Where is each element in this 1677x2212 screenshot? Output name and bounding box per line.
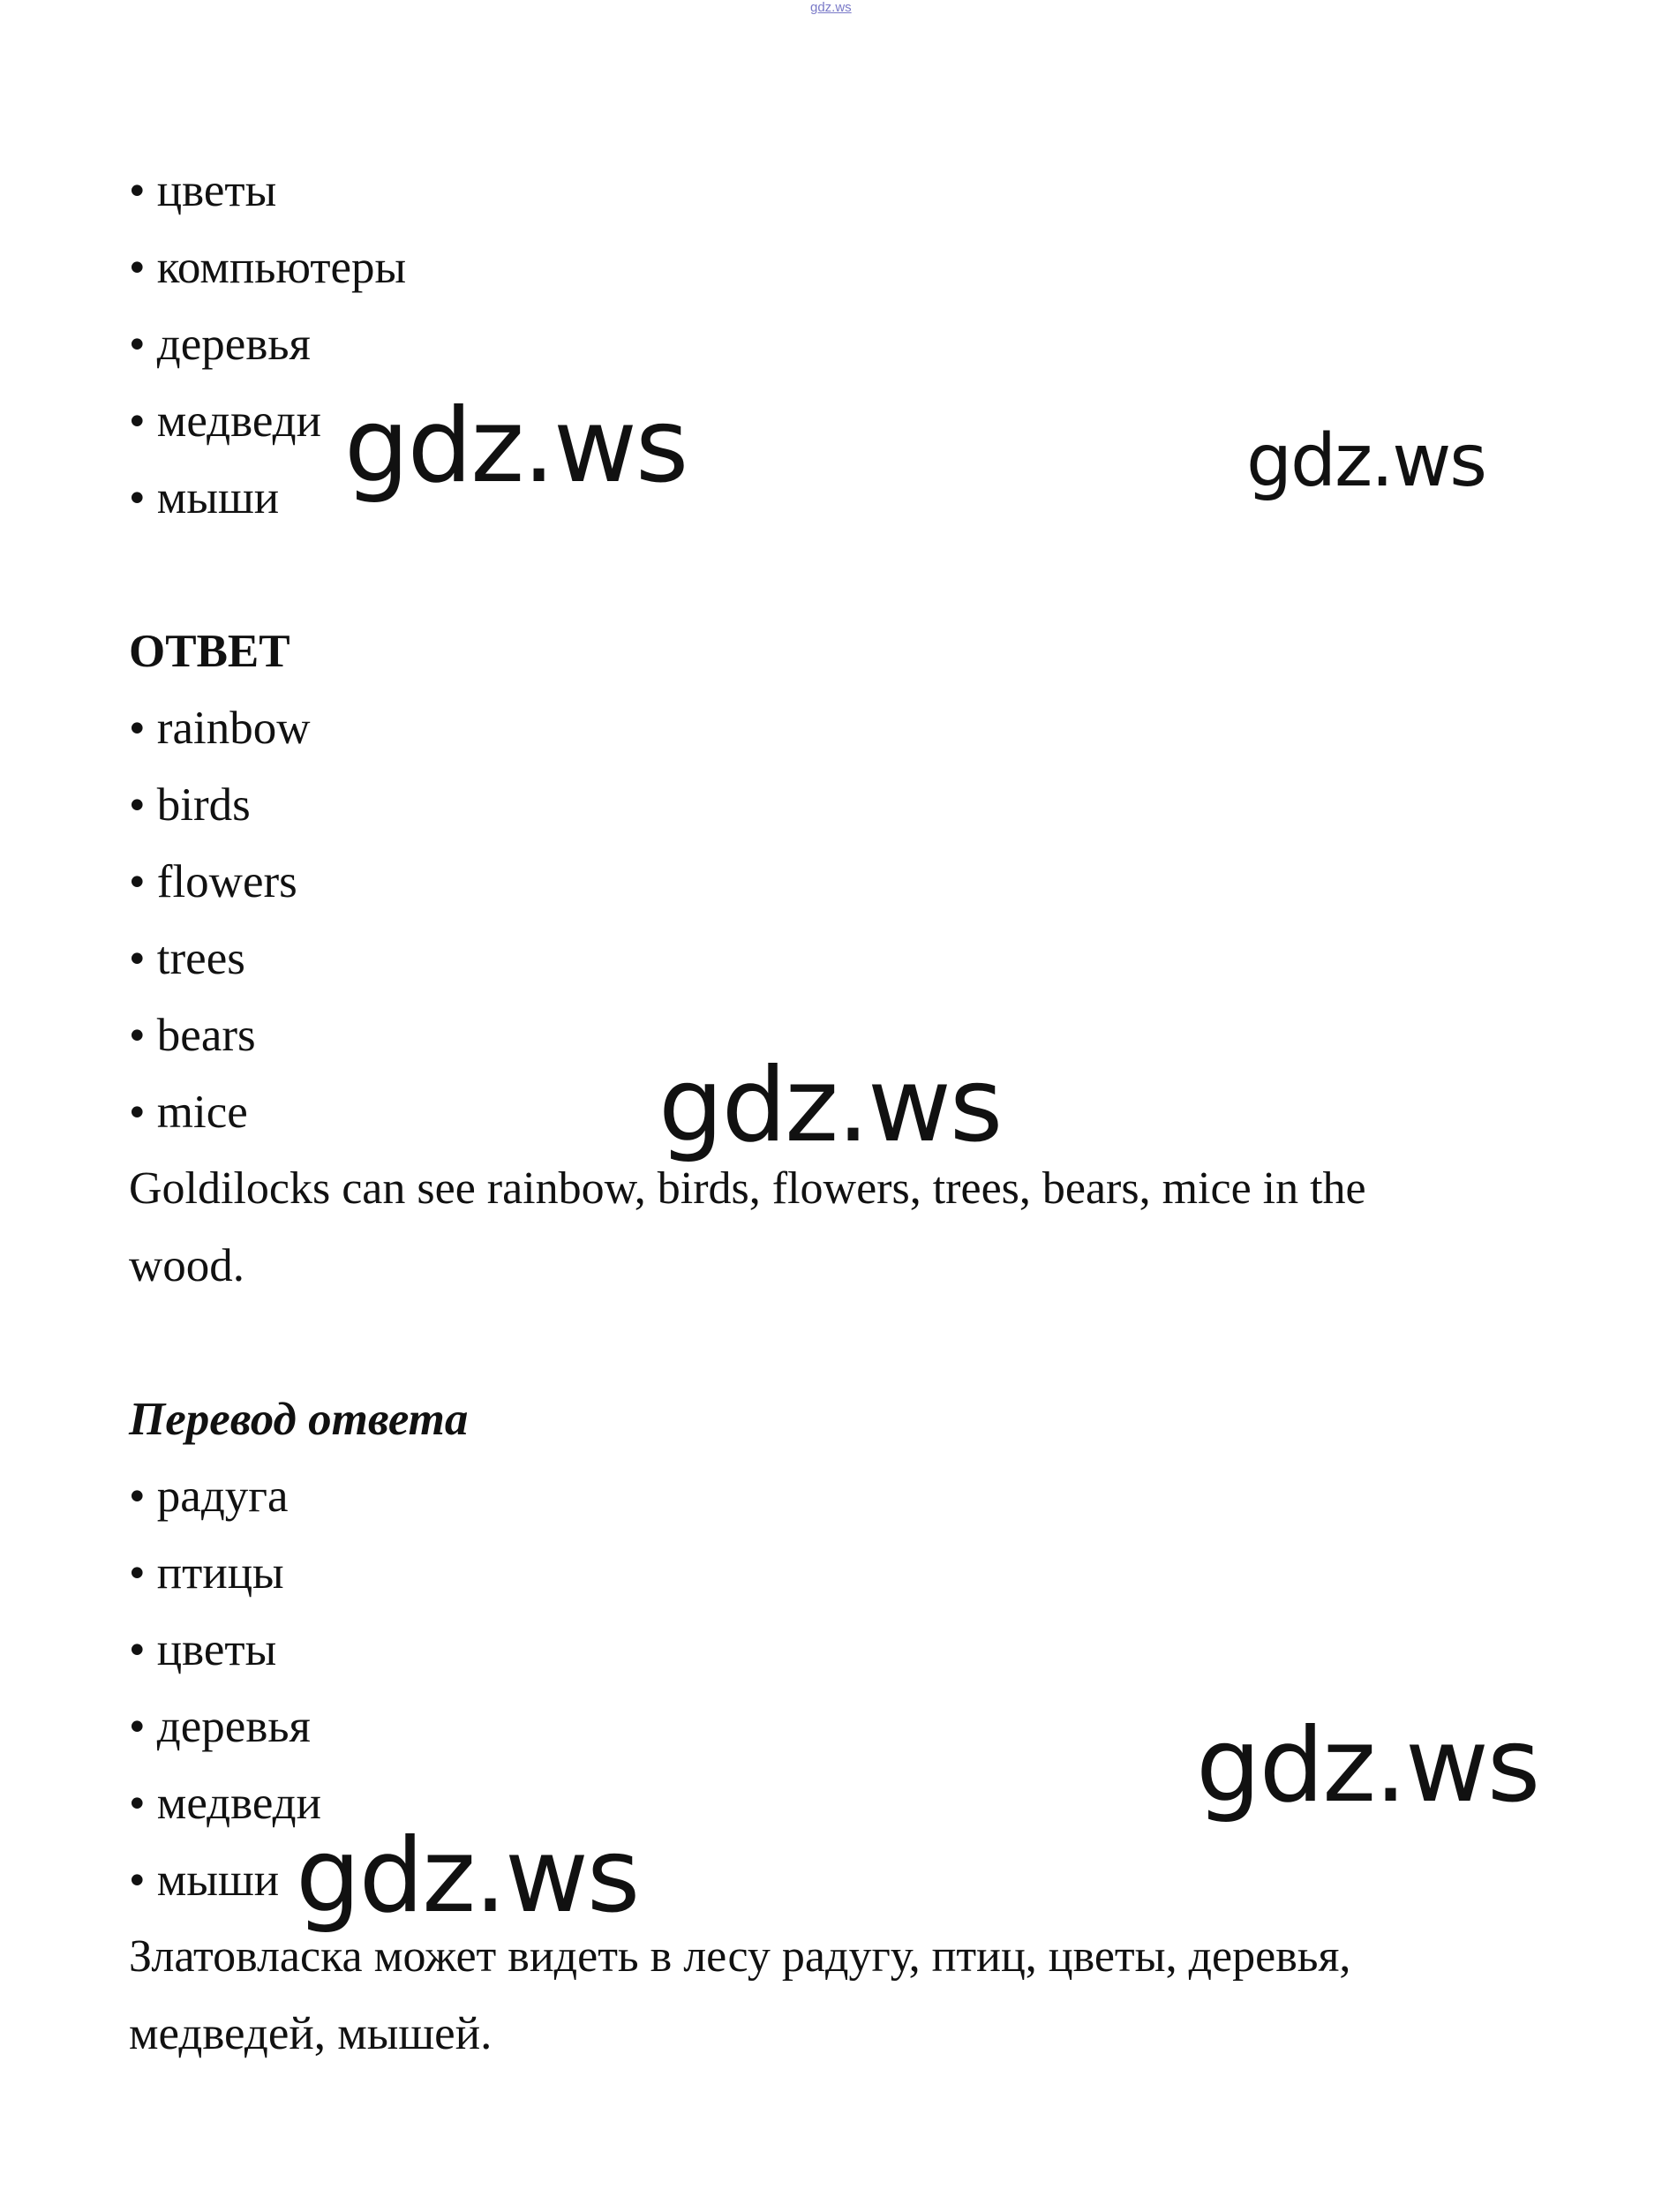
- translation-list-item: • медведи: [129, 1778, 322, 1829]
- answer-sentence: Goldilocks can see rainbow, birds, flowers, trees, bears, mice in the: [129, 1163, 1366, 1214]
- task-list-item: • медведи: [129, 395, 322, 447]
- answer-list-item: • trees: [129, 933, 245, 984]
- watermark: gdz.ws: [658, 1046, 1002, 1165]
- translation-list-item: • цветы: [129, 1624, 277, 1675]
- translation-heading: Перевод ответа: [129, 1394, 469, 1445]
- answer-list-item: • birds: [129, 779, 251, 831]
- site-mark-link[interactable]: gdz.ws: [810, 0, 852, 15]
- translation-list-item: • птицы: [129, 1547, 284, 1599]
- watermark: gdz.ws: [296, 1817, 639, 1936]
- task-list-item: • мыши: [129, 472, 280, 523]
- answer-list-item: • mice: [129, 1087, 248, 1138]
- translation-list-item: • деревья: [129, 1701, 311, 1752]
- translation-list-item: • мыши: [129, 1855, 280, 1906]
- task-list-item: • деревья: [129, 319, 311, 370]
- answer-sentence-continued: wood.: [129, 1240, 245, 1291]
- watermark: gdz.ws: [344, 387, 688, 506]
- watermark: gdz.ws: [1196, 1706, 1539, 1825]
- answer-list-item: • flowers: [129, 856, 297, 907]
- translation-sentence-continued: медведей, мышей.: [129, 2008, 493, 2059]
- task-list-item: • компьютеры: [129, 242, 407, 293]
- watermark: gdz.ws: [1246, 419, 1485, 503]
- answer-list-item: • bears: [129, 1010, 256, 1061]
- answer-list-item: • rainbow: [129, 703, 311, 754]
- task-list-item: • цветы: [129, 165, 277, 216]
- translation-sentence: Златовласка может видеть в лесу радугу, птиц, цветы, деревья,: [129, 1931, 1351, 1982]
- answer-heading: ОТВЕТ: [129, 626, 290, 677]
- translation-list-item: • радуга: [129, 1471, 289, 1522]
